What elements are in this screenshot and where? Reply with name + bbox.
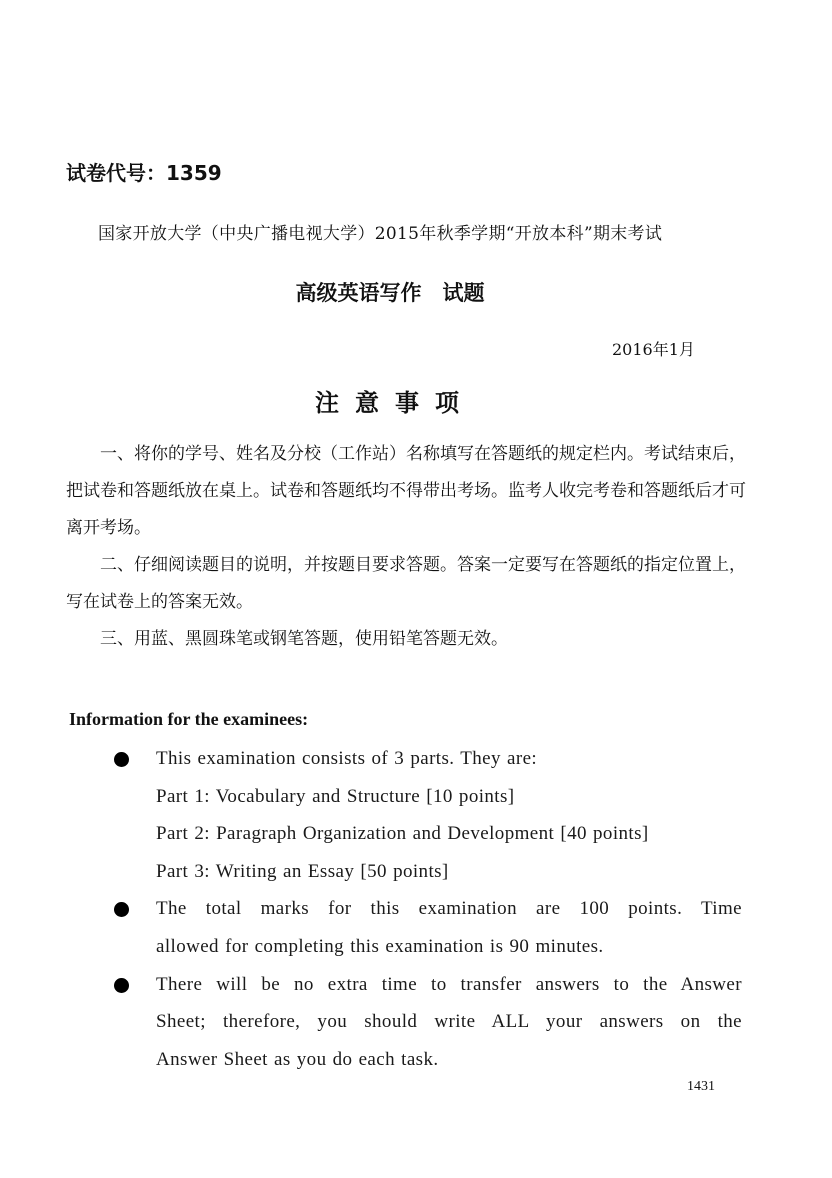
bullet-dot-icon [114,752,129,767]
info-bullet-1 [112,740,742,890]
notice-item-3: 三、用蓝、黑圆珠笔或钢笔答题，使用铅笔答题无效。 [100,629,508,649]
info-bullet-3 [112,966,742,1079]
bullet-dot-icon [114,902,129,917]
info-list [112,740,742,1078]
notice-title: 注意事项 [315,389,475,417]
bullet-2-line-2: allowed for completing this examination is 90 minutes. [156,935,604,957]
institution-line: 国家开放大学（中央广播电视大学）2015年秋季学期“开放本科”期末考试 [98,224,663,244]
exam-date: 2016年1月 [612,340,695,359]
notice-item-2: 二、仔细阅读题目的说明，并按题目要求答题。答案一定要写在答题纸的指定位置上，写在试卷上的答案无效。 [66,555,746,612]
page-number: 1431 [687,1079,715,1094]
paper-code: 试卷代号：1359 [66,161,222,185]
part-2-line: Part 2: Paragraph Organization and Development [40 points] [156,823,649,845]
part-1-line: Part 1: Vocabulary and Structure [10 points] [156,785,515,807]
bullet-3-line-3: Answer Sheet as you do each task. [156,1048,439,1070]
notice-list [66,436,746,658]
bullet-3-line-2: Sheet; therefore, you should write ALL your answers on the [156,1011,742,1033]
subject-title: 高级英语写作 试题 [295,281,485,305]
notice-item-1: 一、将你的学号、姓名及分校（工作站）名称填写在答题纸的规定栏内。考试结束后，把试卷和答题纸放在桌上。试卷和答题纸均不得带出考场。监考人收完考卷和答题纸后才可离开考场。 [66,444,746,538]
bullet-1-intro: This examination consists of 3 parts. They are: [156,748,538,769]
info-bullet-2 [112,890,742,965]
info-heading: Information for the examinees: [69,709,309,729]
part-3-line: Part 3: Writing an Essay [50 points] [156,860,449,882]
bullet-dot-icon [114,978,129,993]
bullet-3-line-1: There will be no extra time to transfer answers to the Answer [156,973,742,995]
bullet-2-line-1: The total marks for this examination are 100 points. Time [156,898,742,920]
